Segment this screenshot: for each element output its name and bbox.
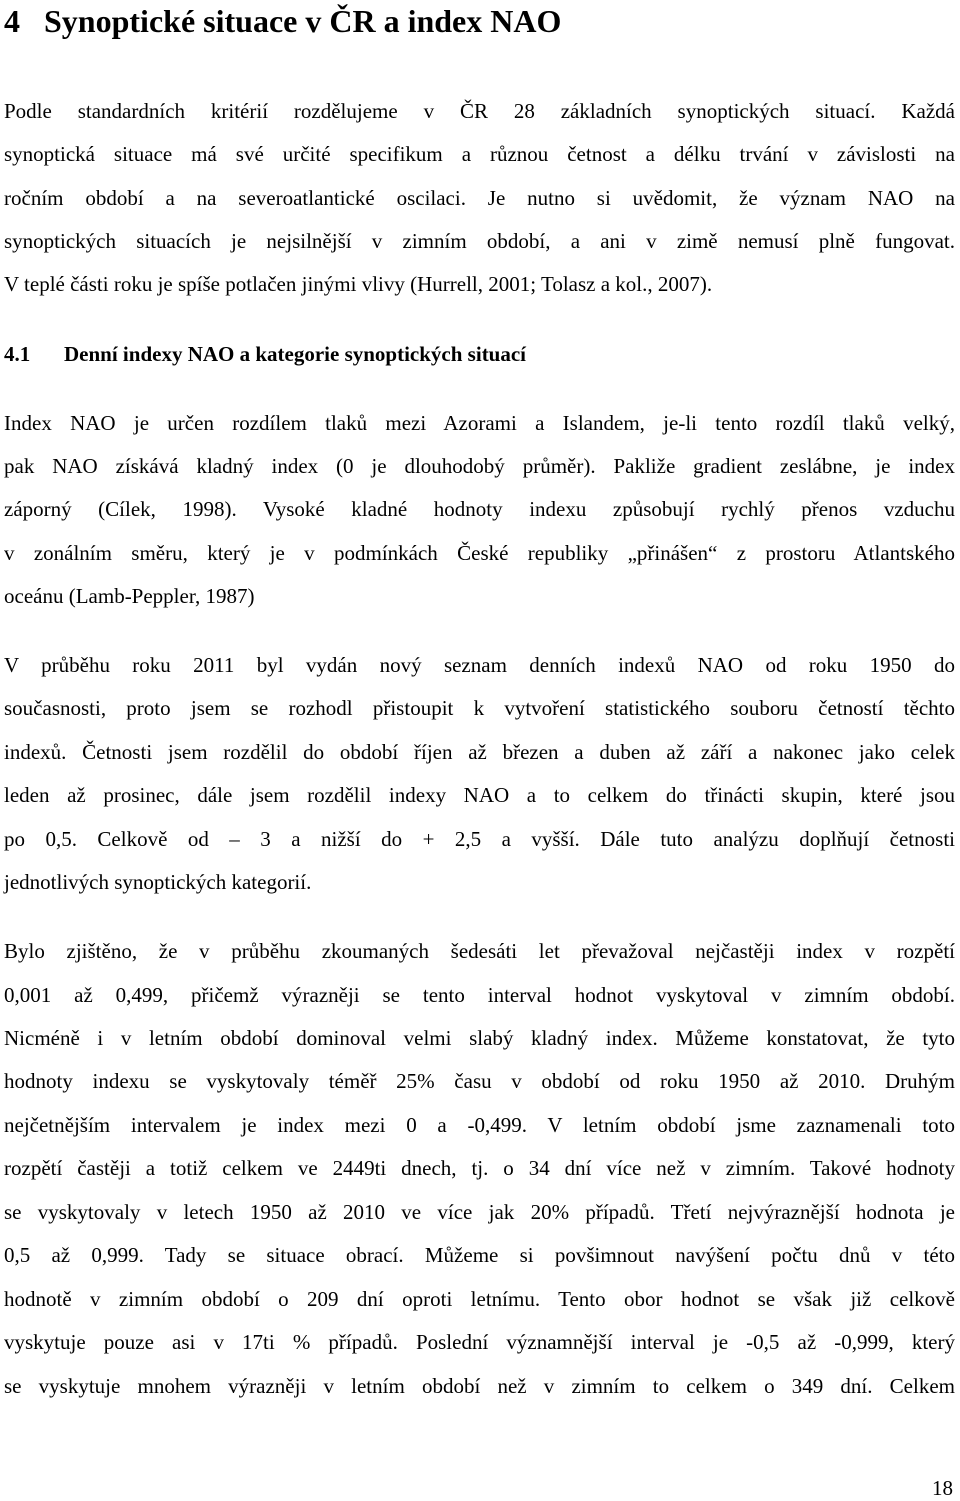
text-line: V teplé části roku je spíše potlačen jinými vlivy (Hurrell, 2001; Tolasz a kol., 2007).: [4, 272, 713, 296]
text-line: jednotlivých synoptických kategorií.: [4, 870, 312, 894]
text-line: se vyskytuje mnohem výrazněji v letním období než v zimním to celkem o 349 dní. Celkem: [4, 1374, 955, 1398]
text-line: Index NAO je určen rozdílem tlaků mezi Azorami a Islandem, je-li tento rozdíl tlaků velký,: [4, 411, 955, 435]
page-number: 18: [932, 1476, 953, 1500]
text-line: hodnoty indexu se vyskytovaly téměř 25% času v období od roku 1950 až 2010. Druhým: [4, 1069, 955, 1093]
text-line: 0,5 až 0,999. Tady se situace obrací. Můžeme si povšimnout navýšení počtu dnů v této: [4, 1243, 955, 1267]
text-line: Podle standardních kritérií rozdělujeme v ČR 28 základních synoptických situací. Každá: [4, 99, 955, 123]
text-line: V průběhu roku 2011 byl vydán nový seznam denních indexů NAO od roku 1950 do: [4, 653, 955, 677]
text-line: leden až prosinec, dále jsem rozdělil indexy NAO a to celkem do třinácti skupin, které jsou: [4, 783, 955, 807]
text-line: Nicméně i v letním období dominoval velmi slabý kladný index. Můžeme konstatovat, že tyto: [4, 1026, 955, 1050]
text-line: oceánu (Lamb-Peppler, 1987): [4, 584, 255, 608]
text-line: po 0,5. Celkově od – 3 a nižší do + 2,5 a vyšší. Dále tuto analýzu doplňují četnosti: [4, 827, 955, 851]
text-line: vyskytuje pouze asi v 17ti % případů. Poslední významnější interval je -0,5 až -0,999, který: [4, 1330, 955, 1354]
section-title: Denní indexy NAO a kategorie synoptických situací: [64, 342, 527, 366]
text-line: nejčetnějším intervalem je index mezi 0 a -0,499. V letním období jsme zaznamenali toto: [4, 1113, 955, 1137]
text-line: indexů. Četnosti jsem rozdělil do období říjen až březen a duben až září a nakonec jako celek: [4, 740, 955, 764]
chapter-number: 4: [4, 3, 20, 39]
text-line: ročním období a na severoatlantické oscilaci. Je nutno si uvědomit, že význam NAO na: [4, 186, 955, 210]
section-number: 4.1: [4, 342, 31, 366]
text-line: současnosti, proto jsem se rozhodl přistoupit k vytvoření statistického souboru četností těchto: [4, 696, 955, 720]
text-line: rozpětí častěji a totiž celkem ve 2449ti dnech, tj. o 34 dní více než v zimním. Takové hodnoty: [4, 1156, 955, 1180]
text-line: 0,001 až 0,499, přičemž výrazněji se tento interval hodnot vyskytoval v zimním období.: [4, 983, 955, 1007]
text-line: synoptických situacích je nejsilnější v zimním období, a ani v zimě nemusí plně fungovat.: [4, 229, 955, 253]
chapter-title: Synoptické situace v ČR a index NAO: [44, 3, 562, 39]
chapter-heading: [4, 0, 561, 42]
text-line: pak NAO získává kladný index (0 je dlouhodobý průměr). Pakliže gradient zeslábne, je index: [4, 454, 955, 478]
text-line: v zonálním směru, který je v podmínkách České republiky „přinášen“ z prostoru Atlantského: [4, 541, 955, 565]
section-heading: [4, 339, 526, 369]
text-line: hodnotě v zimním období o 209 dní oproti letnímu. Tento obor hodnot se však již celkově: [4, 1287, 955, 1311]
text-line: synoptická situace má své určité specifikum a různou četnost a délku trvání v závislosti na: [4, 142, 955, 166]
text-line: záporný (Cílek, 1998). Vysoké kladné hodnoty indexu způsobují rychlý přenos vzduchu: [4, 497, 955, 521]
text-line: Bylo zjištěno, že v průběhu zkoumaných šedesáti let převažoval nejčastěji index v rozpětí: [4, 939, 955, 963]
text-line: se vyskytovaly v letech 1950 až 2010 ve více jak 20% případů. Třetí nejvýraznější hodnota je: [4, 1200, 955, 1224]
